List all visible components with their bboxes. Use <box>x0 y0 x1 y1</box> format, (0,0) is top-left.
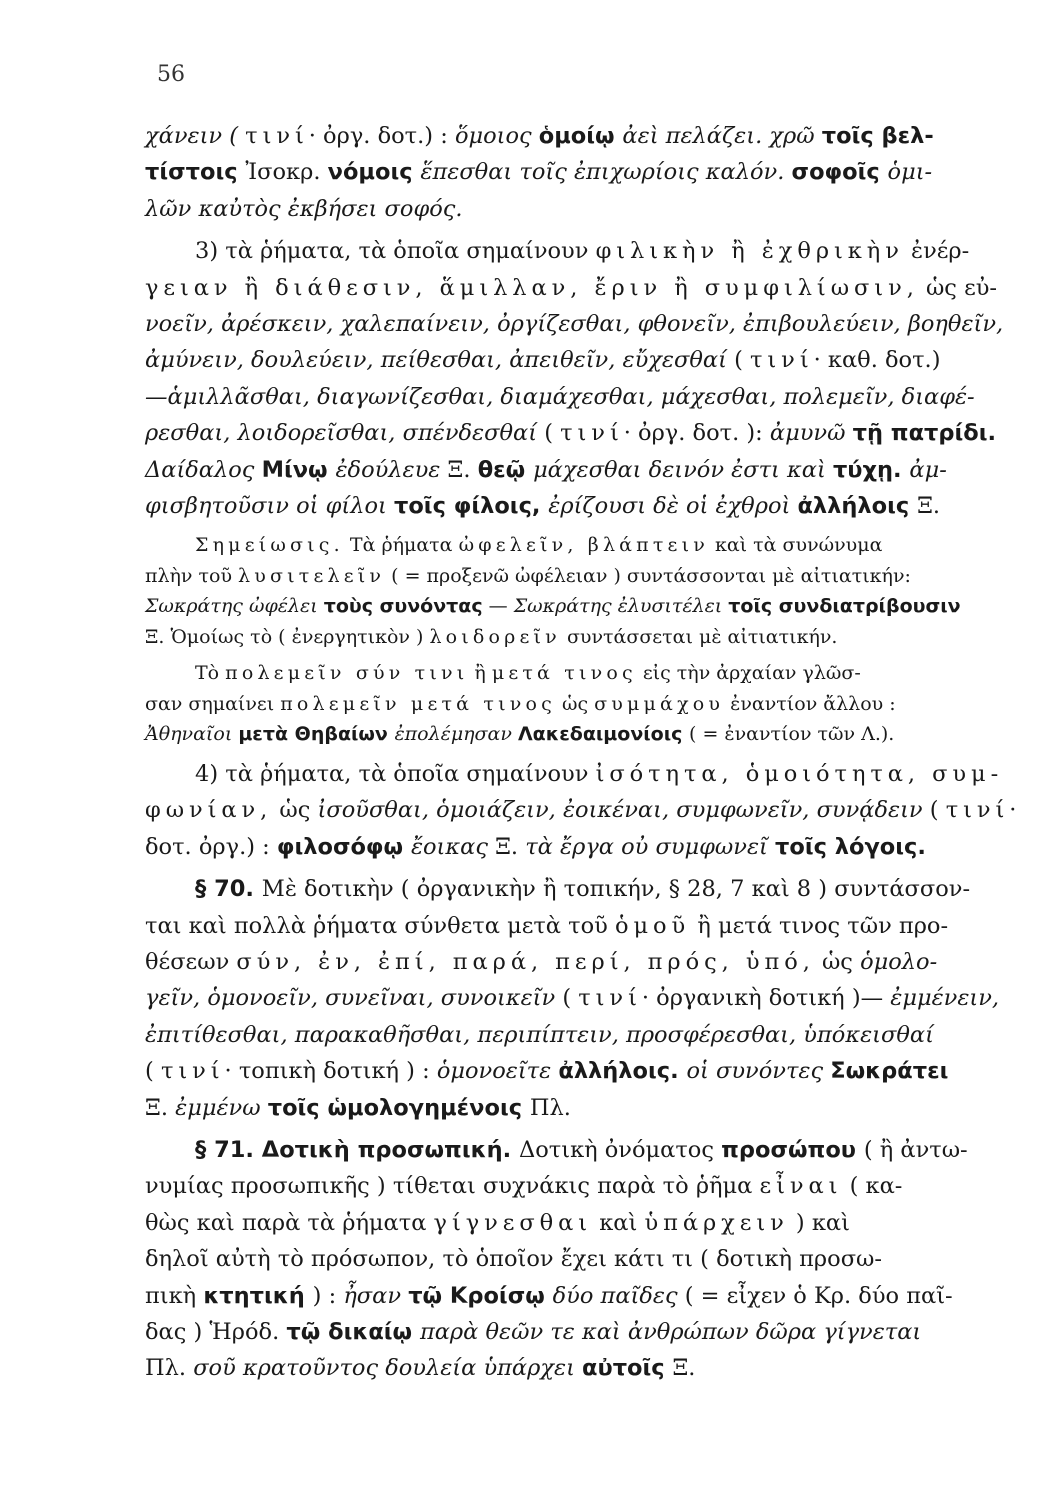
text-run: · τοπικὴ δοτική ) : <box>224 1058 437 1085</box>
text-run: τίστοις <box>145 159 246 186</box>
text-run: ὑπάρχειν <box>644 1209 789 1236</box>
text-line <box>145 591 985 622</box>
text-run: πικὴ <box>145 1282 204 1309</box>
text-line <box>145 1168 985 1204</box>
text-run: Ξ. <box>672 1355 696 1382</box>
text-run: πολεμεῖν μετά τινος <box>280 692 556 715</box>
text-run: τῇ πατρίδι. <box>852 420 997 447</box>
text-run: ἰσοῦσθαι, ὁμοιάζειν, ἐοικέναι, συμφωνεῖν, συνᾴδειν <box>317 797 930 824</box>
text-run: Ξ. <box>145 1094 176 1121</box>
text-run: ἕπεσθαι τοῖς ἐπιχωρίοις καλόν. <box>420 159 792 186</box>
text-line <box>145 944 985 980</box>
page-body <box>145 118 1017 1387</box>
text-run: θὼς καὶ παρὰ τὰ ῥήματα <box>145 1209 434 1236</box>
text-run: τοῖς φίλοις, <box>393 493 549 520</box>
text-run: ( <box>562 985 579 1012</box>
text-run: Μίνῳ <box>261 456 336 483</box>
text-line <box>145 1053 985 1089</box>
text-run: γειαν ἢ διάθεσιν, ἅμιλλαν, ἔριν ἢ συμφιλίωσιν, <box>145 274 919 301</box>
text-run: · ὀργ. δοτ.) : <box>308 123 455 149</box>
text-run: ( <box>544 420 561 447</box>
text-run: γεῖν, ὁμονοεῖν, συνεῖναι, συνοικεῖν <box>145 985 563 1012</box>
section-71-personal-dative <box>145 1132 985 1387</box>
text-run: κτητική <box>203 1282 313 1309</box>
text-run: ἀεὶ πελάζει. χρῶ <box>622 123 822 149</box>
text-run: Πλ. <box>145 1355 194 1382</box>
text-run: μάχεσθαι δεινόν ἐστι καὶ <box>533 456 833 483</box>
text-run: ἢ <box>468 662 492 685</box>
text-run: τοῖς βελ- <box>821 123 934 149</box>
text-run: φιλοσόφῳ <box>276 833 411 860</box>
text-run: ἀμυνῶ <box>769 420 853 447</box>
text-line <box>145 306 1004 342</box>
text-run: ἐμμένω <box>175 1094 268 1121</box>
text-run: ἔοικας <box>410 833 496 860</box>
text-run: νυμίας προσωπικῆς ) τίθεται συχνάκις παρὰ τὸ ῥῆμα <box>145 1173 760 1200</box>
text-run: —ἁμιλλᾶσθαι, διαγωνίζεσθαι, διαμάχεσθαι, μάχεσθαι, πολεμεῖν, διαφέ- <box>145 383 975 410</box>
text-run: λυσιτελεῖν <box>238 564 386 587</box>
text-run: προσώπου <box>721 1137 864 1164</box>
text-run: τύχῃ. <box>832 456 910 483</box>
text-run: ( <box>734 347 751 374</box>
text-line <box>145 622 985 653</box>
text-run: ὠφελεῖν, βλάπτειν <box>458 534 709 557</box>
text-run: γίγνεσθαι <box>433 1209 593 1236</box>
paragraph-verbs-proximity-continued <box>145 118 985 227</box>
text-run: πολεμεῖν σύν τινι <box>225 662 469 685</box>
text-run: τινί <box>160 1058 225 1085</box>
text-run: τοῖς λόγοις. <box>775 833 926 860</box>
text-run: τινί <box>245 123 309 149</box>
text-run: ἐρίζουσι δὲ οἱ ἐχθροὶ <box>548 493 798 520</box>
text-run: 4) τὰ ῥήματα, τὰ ὁποῖα σημαίνουν <box>195 760 596 787</box>
text-run: τοῖς ὡμολογημένοις <box>267 1094 530 1121</box>
text-run: Ἀθηναῖοι <box>145 723 239 746</box>
text-run: χάνειν ( <box>145 123 246 149</box>
text-run: ὁμοίῳ <box>538 123 623 149</box>
text-line <box>145 379 985 415</box>
text-run: ὡς εὐ- <box>918 274 998 301</box>
text-run: καὶ <box>592 1209 645 1236</box>
text-line <box>145 191 985 227</box>
text-run: Δοτικὴ ὀνόματος <box>519 1137 722 1164</box>
text-run: ἢ μετά τινος τῶν προ- <box>690 912 949 939</box>
text-run: Ξ. <box>917 493 941 520</box>
text-line <box>145 1350 985 1386</box>
text-run: συντάσσεται μὲ αἰτιατικήν. <box>560 625 838 648</box>
text-run: · <box>1009 797 1017 824</box>
text-run: μετὰ Θηβαίων <box>238 723 395 746</box>
text-run: Σημείωσις. <box>195 534 344 557</box>
text-line <box>145 452 985 488</box>
text-run: φωνίαν, <box>145 797 273 824</box>
text-run: καὶ τὰ συνώνυμα <box>708 534 883 557</box>
text-run: ἐδούλευε <box>335 456 448 483</box>
text-run: ( <box>145 1058 161 1085</box>
text-run: οἱ συνόντες <box>686 1058 831 1085</box>
text-run: λοιδορεῖν <box>429 625 561 648</box>
text-run: ἐπολέμησαν <box>394 723 518 746</box>
text-line <box>145 118 985 154</box>
text-line <box>145 270 998 306</box>
text-run: Μὲ δοτικὴν ( ὀργανικὴν ἢ τοπικήν, § 28, 7 καὶ 8 ) συντάσσον- <box>261 876 971 903</box>
text-run: ὁμοῦ <box>614 912 691 939</box>
text-run: ἀλλήλοις <box>797 493 918 520</box>
text-run: Σωκράτει <box>830 1058 949 1085</box>
text-line <box>145 719 985 750</box>
text-run: ἀμ- <box>909 456 947 483</box>
text-run: συμμάχου <box>594 692 725 715</box>
text-run: ( <box>929 797 946 824</box>
text-line <box>145 342 985 378</box>
text-run: ἐμμένειν, <box>890 985 1000 1012</box>
text-run: ( ἢ ἀντω- <box>863 1137 968 1164</box>
text-run: Ξ. <box>495 833 526 860</box>
text-run: δοτ. ὀργ.) : <box>145 833 277 860</box>
text-run: ἀλλήλοις. <box>558 1058 687 1085</box>
text-run: σοῦ κρατοῦντος δουλεία ὑπάρχει <box>193 1355 583 1382</box>
text-line <box>145 1241 985 1277</box>
text-run: ὡς <box>814 949 861 975</box>
text-run: τῷ Κροίσῳ <box>408 1282 553 1309</box>
text-run: νοεῖν, ἀρέσκειν, χαλεπαίνειν, ὀργίζεσθαι, φθονεῖν, ἐπιβουλεύειν, βοηθεῖν, <box>145 311 1004 338</box>
text-run: Πλ. <box>529 1094 571 1121</box>
text-line <box>145 154 985 190</box>
text-run: φισβητοῦσιν οἱ φίλοι <box>145 493 394 520</box>
text-run: ἀμύνειν, δουλεύειν, πείθεσθαι, ἀπειθεῖν, εὔχεσθαί <box>145 347 735 374</box>
text-run: σοφοῖς <box>791 159 888 186</box>
text-line <box>145 233 985 269</box>
text-line <box>145 530 985 561</box>
text-run: ὡς <box>555 692 595 715</box>
text-run: δας ) Ἡρόδ. <box>145 1319 287 1346</box>
text-line <box>145 871 985 907</box>
text-line <box>145 689 985 720</box>
text-run: — <box>482 595 514 618</box>
text-run: ἦσαν <box>343 1282 409 1309</box>
text-run: · ὀργ. δοτ. ): <box>623 420 770 447</box>
text-run: Ἰσοκρ. <box>245 159 328 186</box>
text-run: πλὴν τοῦ <box>145 564 239 587</box>
text-run: τοὺς συνόντας <box>323 595 483 618</box>
text-run: εἶναι <box>759 1173 843 1200</box>
text-run: ( = ἐναντίον τῶν Λ.). <box>689 723 895 746</box>
text-run: Ξ. <box>447 456 478 483</box>
text-line <box>145 1017 985 1053</box>
text-line <box>145 829 985 865</box>
text-run: φιλικὴν ἢ ἐχθρικὴν <box>595 238 904 265</box>
text-run: ὅμοιος <box>454 123 539 149</box>
text-run: · καθ. δοτ.) <box>813 347 941 374</box>
text-run: § 71. Δοτικὴ προσωπική. <box>195 1137 519 1164</box>
text-line <box>145 980 1000 1016</box>
text-run: Σωκράτης ὠφέλει <box>145 595 324 618</box>
text-run: ( = εἶχεν ὁ Κρ. δύο παῖ- <box>684 1282 953 1309</box>
text-line <box>145 561 985 592</box>
text-run: Σωκράτης ἐλυσιτέλει <box>513 595 729 618</box>
text-run: · ὀργανικὴ δοτική )— <box>641 985 891 1012</box>
text-run: ἐπιτίθεσθαι, παρακαθῆσθαι, περιπίπτειν, προσφέρεσθαι, ὑπόκεισθαί <box>145 1021 934 1048</box>
text-run: Δαίδαλος <box>145 456 262 483</box>
note-ophelein-blaptein <box>145 530 985 652</box>
text-run: ( = προξενῶ ὠφέλειαν ) συντάσσονται μὲ αἰτιατικήν: <box>385 564 911 587</box>
text-run: ἰσότητα, ὁμοιότητα, συμ- <box>595 760 1004 787</box>
text-run: τινί <box>945 797 1010 824</box>
text-run: 3) τὰ ῥήματα, τὰ ὁποῖα σημαίνουν <box>195 238 596 265</box>
paragraph-verbs-equality-similarity <box>145 756 1017 865</box>
text-line <box>145 1090 985 1126</box>
text-run: ἐνέρ- <box>903 238 970 265</box>
text-run: λῶν καὐτὸς ἐκβήσει σοφός. <box>145 195 463 222</box>
text-run: Τὸ <box>195 662 226 685</box>
text-line <box>145 792 1017 828</box>
text-line <box>145 1132 985 1168</box>
text-run: μετά τινος <box>491 662 637 685</box>
text-run: σαν σημαίνει <box>145 692 281 715</box>
text-line <box>145 1314 985 1350</box>
note-polemein <box>145 658 985 750</box>
text-line <box>145 658 985 689</box>
text-run: ( κα- <box>842 1173 903 1200</box>
text-line <box>145 908 985 944</box>
text-run: τοῖς συνδιατρίβουσιν <box>728 595 961 618</box>
text-run: αὐτοῖς <box>582 1355 673 1382</box>
text-run: τινί <box>578 985 642 1012</box>
text-run: δηλοῖ αὐτὴ τὸ πρόσωπον, τὸ ὁποῖον ἔχει κάτι τι ( δοτικὴ προσω- <box>145 1246 883 1273</box>
text-run: ) : <box>312 1282 344 1309</box>
text-run: Λακεδαιμονίοις <box>517 723 690 746</box>
text-line <box>145 1278 985 1314</box>
text-run: Τὰ ῥήματα <box>343 534 459 557</box>
text-line <box>145 415 997 451</box>
text-run: ὡς <box>272 797 318 824</box>
text-run: ) καὶ <box>788 1209 850 1236</box>
text-line <box>145 1205 985 1241</box>
text-run: παρὰ θεῶν τε καὶ ἀνθρώπων δῶρα γίγνεται <box>419 1319 922 1346</box>
section-70 <box>145 871 1000 1126</box>
text-run: Ξ. Ὁμοίως τὸ ( ἐνεργητικὸν ) <box>145 625 430 648</box>
text-run: εἰς τὴν ἀρχαίαν γλῶσ- <box>636 662 861 685</box>
page-number: 56 <box>157 62 185 87</box>
text-run: δύο παῖδες <box>552 1282 685 1309</box>
text-run: ὁμονοεῖτε <box>436 1058 559 1085</box>
text-run: τινί <box>560 420 624 447</box>
paragraph-verbs-friendship-enmity <box>145 233 1004 524</box>
text-run: ὁμι- <box>887 159 933 186</box>
text-run: θέσεων <box>145 949 237 975</box>
text-line <box>145 756 1004 792</box>
text-run: ρεσθαι, λοιδορεῖσθαι, σπένδεσθαί <box>145 420 545 447</box>
text-run: § 70. <box>195 876 262 903</box>
text-run: ἐναντίον ἄλλου : <box>724 692 896 715</box>
text-run: ται καὶ πολλὰ ῥήματα σύνθετα μετὰ τοῦ <box>145 912 615 939</box>
text-run: ὁμολο- <box>860 949 938 975</box>
text-run: τὰ ἔργα οὐ συμφωνεῖ <box>525 833 775 860</box>
text-line <box>145 488 985 524</box>
text-run: θεῷ <box>477 456 534 483</box>
text-run: νόμοις <box>327 159 421 186</box>
text-run: σύν, ἐν, ἐπί, παρά, περί, πρός, ὑπό, <box>236 949 815 975</box>
text-run: τινί <box>750 347 814 374</box>
text-run: τῷ δικαίῳ <box>286 1319 420 1346</box>
